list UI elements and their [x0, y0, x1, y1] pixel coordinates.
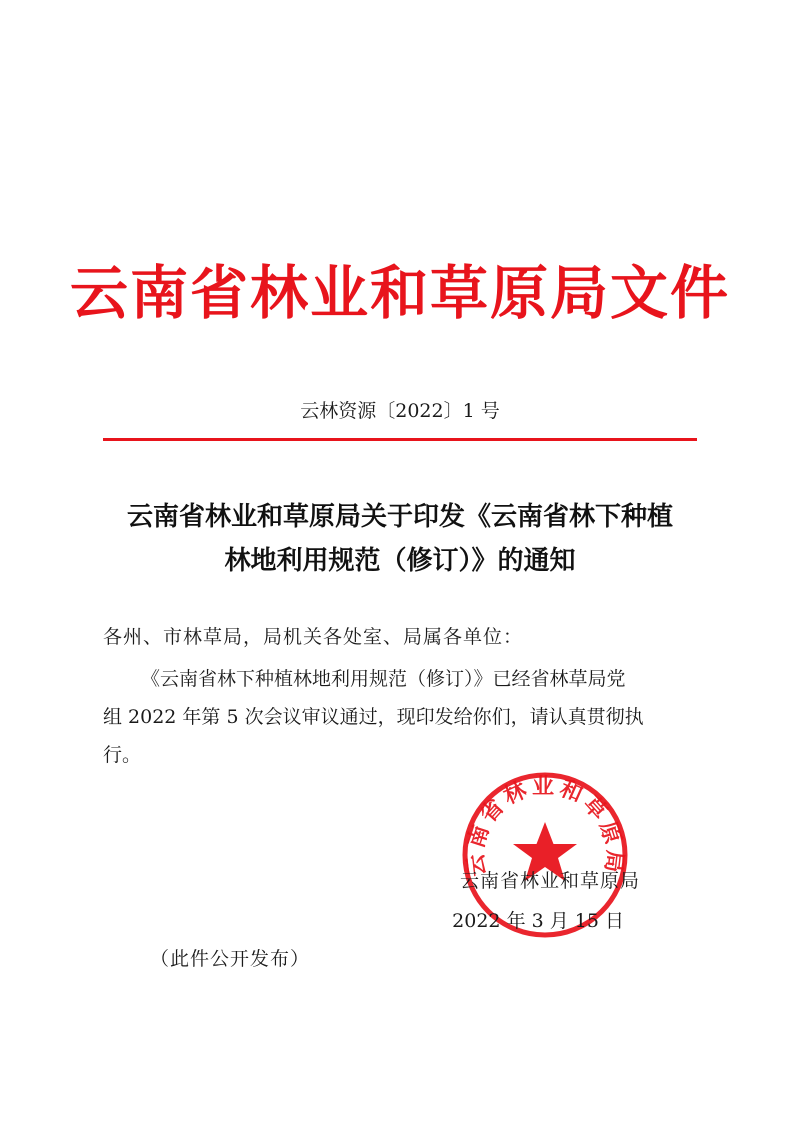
issue-date: 2022 年 3 月 15 日 — [452, 910, 624, 932]
document-title-line-2: 林地利用规范（修订）》的通知 — [224, 546, 576, 576]
document-number: 云林资源〔2022〕1 号 — [300, 400, 500, 422]
body-line-1: 《云南省林下种植林地利用规范（修订）》已经省林草局党 — [141, 668, 626, 690]
public-release-note: （此件公开发布） — [150, 948, 311, 970]
body-line-2: 组 2022 年第 5 次会议审议通过，现印发给你们，请认真贯彻执 — [103, 706, 644, 728]
document-title — [60, 495, 740, 583]
salutation: 各州、市林草局，局机关各处室、局属各单位： — [103, 626, 524, 648]
svg-text:云南省林业和草原局: 云南省林业和草原局 — [463, 774, 627, 878]
red-divider-line — [103, 438, 697, 441]
document-title-line-1: 云南省林业和草原局关于印发《云南省林下种植 — [126, 502, 673, 532]
body-line-3: 行。 — [103, 744, 142, 766]
document-header-title: 云南省林业和草原局文件 — [69, 259, 730, 327]
body-paragraph — [103, 660, 703, 774]
issuer-signature: 云南省林业和草原局 — [459, 870, 640, 892]
